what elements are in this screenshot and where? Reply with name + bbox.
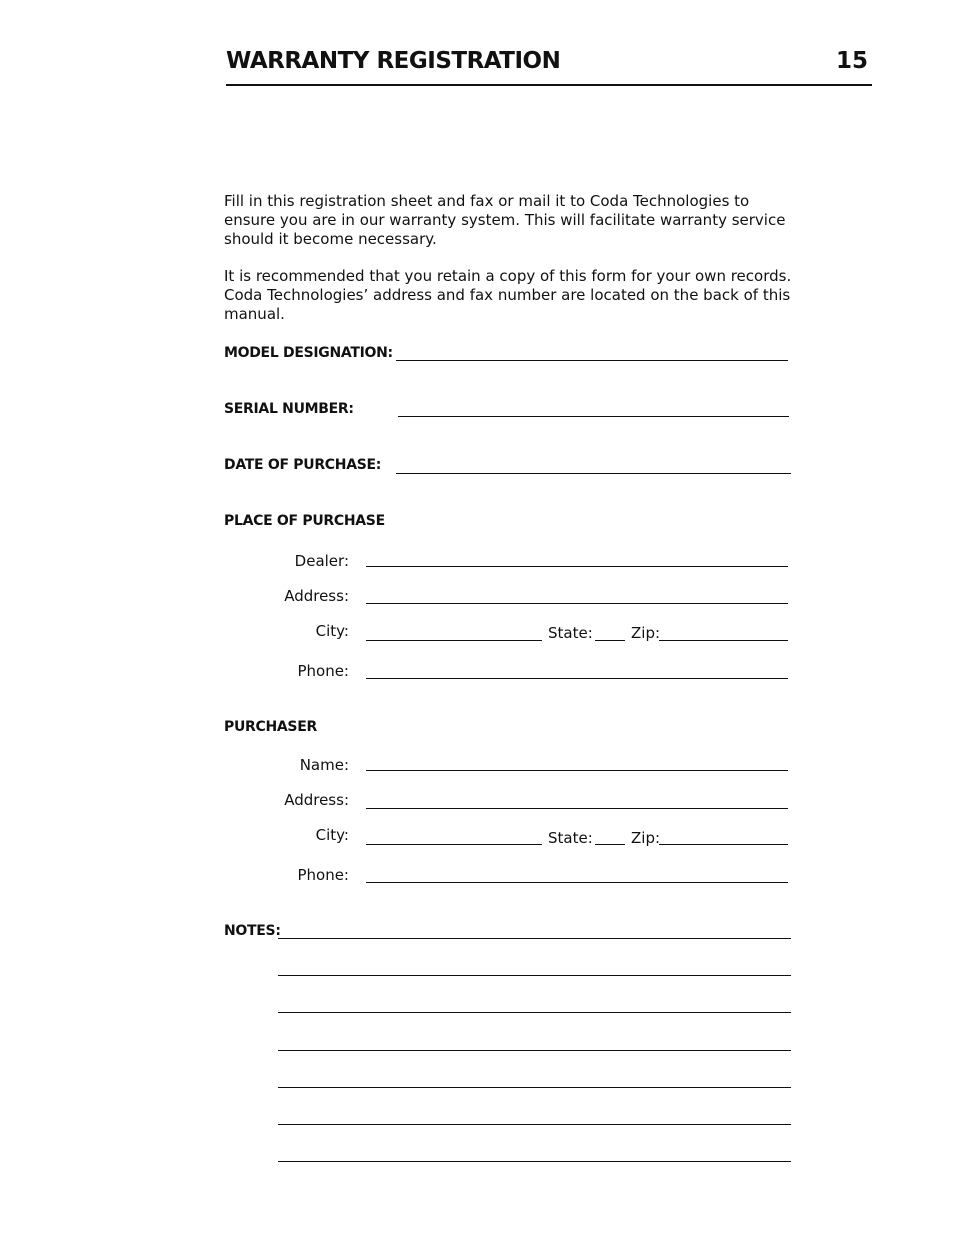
purchaser-city-field[interactable] (366, 844, 542, 845)
purchaser-zip-field[interactable] (659, 844, 788, 845)
place-of-purchase-heading: PLACE OF PURCHASE (224, 513, 385, 529)
purchaser-address-field[interactable] (366, 808, 788, 809)
serial-number-label: SERIAL NUMBER: (224, 401, 354, 417)
purchaser-city-label: City: (315, 826, 349, 844)
purchaser-name-field[interactable] (366, 770, 788, 771)
place-phone-field[interactable] (366, 678, 788, 679)
place-address-label: Address: (284, 587, 349, 605)
notes-line[interactable] (278, 1050, 791, 1051)
purchaser-phone-field[interactable] (366, 882, 788, 883)
notes-label: NOTES: (224, 923, 281, 939)
intro-paragraph-2: It is recommended that you retain a copy of this form for your own records. Coda Technologies’ address and fax number are located on the back of this manual. (224, 267, 792, 323)
place-zip-label: Zip: (631, 624, 661, 642)
place-address-field[interactable] (366, 603, 788, 604)
place-state-label: State: (548, 624, 593, 642)
notes-line[interactable] (278, 938, 791, 939)
page-title: WARRANTY REGISTRATION (226, 48, 561, 74)
page-number: 15 (835, 48, 868, 74)
notes-line[interactable] (278, 1087, 791, 1088)
place-state-field[interactable] (595, 640, 625, 641)
purchaser-name-label: Name: (299, 756, 349, 774)
date-of-purchase-label: DATE OF PURCHASE: (224, 457, 382, 473)
place-zip-field[interactable] (659, 640, 788, 641)
notes-line[interactable] (278, 1012, 791, 1013)
notes-line[interactable] (278, 975, 791, 976)
place-phone-label: Phone: (297, 662, 349, 680)
place-city-label: City: (315, 622, 349, 640)
purchaser-phone-label: Phone: (297, 866, 349, 884)
intro-paragraph-1: Fill in this registration sheet and fax or mail it to Coda Technologies to ensure you are in our warranty system. This will facilitate warranty service should it become necessary. (224, 192, 786, 248)
dealer-field[interactable] (366, 566, 788, 567)
place-city-field[interactable] (366, 640, 542, 641)
purchaser-state-label: State: (548, 829, 593, 847)
dealer-label: Dealer: (294, 552, 349, 570)
model-designation-field[interactable] (396, 360, 788, 361)
model-designation-label: MODEL DESIGNATION: (224, 345, 393, 361)
purchaser-heading: PURCHASER (224, 719, 317, 735)
page-header (226, 48, 872, 86)
purchaser-zip-label: Zip: (631, 829, 661, 847)
notes-line[interactable] (278, 1124, 791, 1125)
date-of-purchase-field[interactable] (396, 473, 791, 474)
serial-number-field[interactable] (398, 416, 789, 417)
purchaser-state-field[interactable] (595, 844, 625, 845)
purchaser-address-label: Address: (284, 791, 349, 809)
notes-line[interactable] (278, 1161, 791, 1162)
